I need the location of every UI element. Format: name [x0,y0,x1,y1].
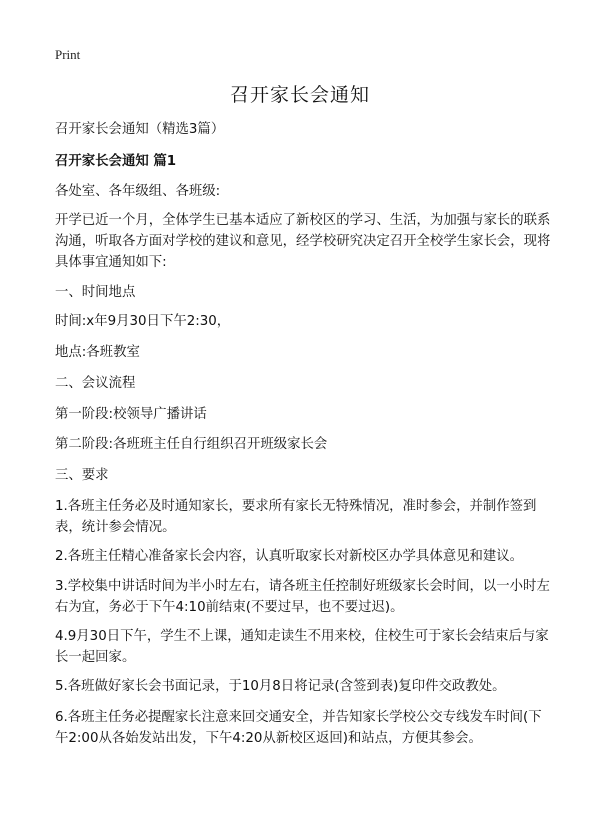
paragraph-stage-one: 第一阶段:校领导广播讲话 [55,407,207,422]
requirement-5: 5.各班做好家长会书面记录，于10月8日将记录(含签到表)复印件交政教处。 [55,679,506,694]
paragraph-stage-two: 第二阶段:各班班主任自行组织召开班级家长会 [55,437,328,452]
section-heading: 召开家长会通知 篇1 [55,154,177,169]
page-title: 召开家长会通知 [229,84,370,106]
paragraph-place: 地点:各班教室 [55,345,140,360]
subtitle: 召开家长会通知（精选3篇） [55,122,225,137]
heading-requirements: 三、要求 [55,468,109,483]
paragraph-time: 时间:x年9月30日下午2:30， [55,314,231,329]
requirement-3: 3.学校集中讲话时间为半小时左右，请各班主任控制好班级家长会时间，以一小时左右为宜，务必于下午4:10前结束(不要过早，也不要过迟)。 [55,579,550,615]
requirement-4: 4.9月30日下午，学生不上课，通知走读生不用来校，住校生可于家长会结束后与家长一起回家。 [55,629,549,665]
requirement-1: 1.各班主任务必及时通知家长，要求所有家长无特殊情况，准时参会，并制作签到表，统计参会情况。 [55,499,537,535]
print-label: Print [55,47,81,62]
requirement-2: 2.各班主任精心准备家长会内容，认真听取家长对新校区办学具体意见和建议。 [55,549,524,564]
requirement-6: 6.各班主任务必提醒家长注意来回交通安全，并告知家长学校公交专线发车时间(下午2:00从各始发站出发，下午4:20从新校区返回)和站点，方便其参会。 [55,710,542,746]
heading-procedure: 二、会议流程 [55,376,136,391]
paragraph-intro: 开学已近一个月，全体学生已基本适应了新校区的学习、生活，为加强与家长的联系沟通，听取各方面对学校的建议和意见，经学校研究决定召开全校学生家长会，现将具体事宜通知如下: [55,213,551,270]
heading-time-place: 一、时间地点 [55,285,136,300]
paragraph-recipients: 各处室、各年级组、各班级: [55,184,221,199]
